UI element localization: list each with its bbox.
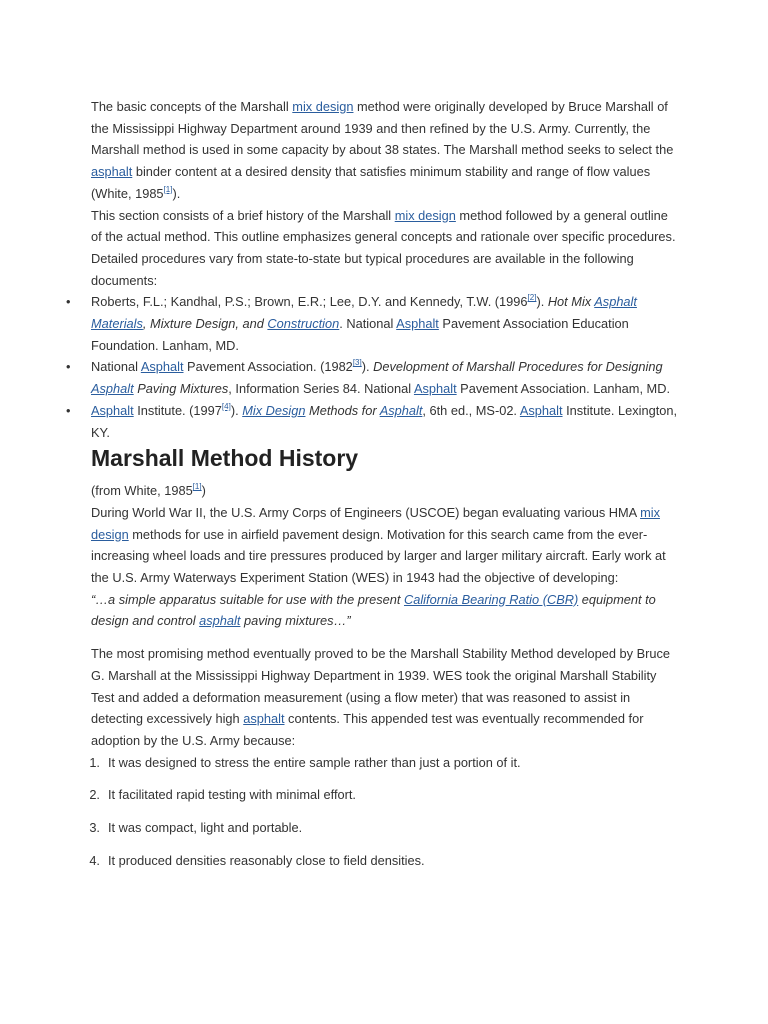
text-run: Institute. Lexington, KY. (91, 402, 678, 440)
text-run: ). (172, 185, 181, 201)
text-run: National (91, 359, 141, 375)
text-run: Pavement Association. Lanham, MD. (456, 381, 671, 397)
link-asphalt[interactable]: asphalt (199, 613, 241, 629)
footnote-ref-3[interactable]: [3] (352, 358, 362, 368)
text-run: , 6th ed., MS-02. (422, 402, 520, 418)
text-run: Pavement Association. (1982 (183, 359, 353, 375)
section-heading: Marshall Method History (91, 445, 359, 472)
text-run: This section consists of a brief history of the Marshall (91, 207, 395, 223)
link-asphalt[interactable]: Asphalt (413, 381, 457, 397)
list-item (91, 784, 681, 806)
list-number: 3. (89, 820, 100, 836)
block-quote (91, 589, 681, 632)
link-asphalt[interactable]: Asphalt (91, 402, 134, 418)
link-cbr[interactable]: California Bearing Ratio (CBR) (403, 591, 579, 607)
link-mix-design[interactable]: mix design (292, 99, 354, 114)
text-run: During World War II, the U.S. Army Corps of Engineers (USCOE) began evaluating various HMA (91, 504, 641, 520)
text-run: Development of Marshall Procedures for Designing (373, 359, 663, 375)
text-run: ) (201, 483, 206, 499)
link-materials[interactable]: Materials (91, 316, 143, 332)
text-run: . National (339, 316, 397, 332)
reference-list (91, 291, 681, 443)
link-asphalt[interactable]: Asphalt (140, 359, 184, 375)
text-run: Institute. (1997 (133, 402, 222, 418)
intro-paragraph (91, 96, 681, 205)
text-run: Hot Mix (547, 294, 595, 310)
text-run: equipment to design and control (91, 591, 656, 629)
text-run: The basic concepts of the Marshall (91, 99, 293, 114)
text-run: ). (230, 402, 243, 418)
text-run: Pavement Association Education Foundation. Lanham, MD. (91, 316, 629, 353)
section-paragraph (91, 205, 681, 292)
link-asphalt[interactable]: Asphalt (91, 381, 134, 397)
footnote-ref-1[interactable]: [1] (192, 482, 202, 492)
link-mix-design[interactable]: Mix Design (242, 402, 306, 418)
text-run: Paving Mixtures (133, 381, 229, 397)
footnote-ref-4[interactable]: [4] (221, 401, 231, 411)
text-run: , Mixture Design, and (142, 316, 268, 332)
list-item-text: It facilitated rapid testing with minimal effort. (108, 787, 356, 803)
text-run: “…a simple apparatus suitable for use with the present (91, 591, 404, 607)
link-construction[interactable]: Construction (267, 316, 340, 332)
list-item (91, 752, 681, 774)
history-paragraph (91, 502, 681, 589)
text-run: ). (361, 359, 374, 375)
link-asphalt[interactable]: asphalt (91, 164, 133, 180)
list-item-text: It was designed to stress the entire sample rather than just a portion of it. (108, 754, 521, 770)
link-asphalt[interactable]: asphalt (243, 711, 285, 727)
text-run: paving mixtures…” (240, 613, 351, 629)
text-run: Methods for (305, 402, 380, 418)
reasons-list (91, 752, 681, 872)
link-asphalt[interactable]: Asphalt (396, 316, 439, 332)
text-run: contents. This appended test was eventually recommended for adoption by the U.S. Army because: (91, 711, 644, 748)
link-asphalt[interactable]: Asphalt (594, 294, 637, 310)
article-body (91, 96, 681, 883)
source-note (91, 480, 681, 502)
link-asphalt[interactable]: Asphalt (379, 402, 423, 418)
text-run: , Information Series 84. National (228, 381, 414, 397)
list-item (91, 850, 681, 872)
list-item-text: It was compact, light and portable. (108, 820, 303, 836)
marshall-paragraph (91, 643, 681, 752)
list-item-text: It produced densities reasonably close to field densities. (108, 852, 425, 868)
text-run: ). (536, 294, 548, 310)
list-number: 4. (89, 852, 100, 868)
text-run: Roberts, F.L.; Kandhal, P.S.; Brown, E.R.; Lee, D.Y. and Kennedy, T.W. (1996 (91, 294, 528, 310)
text-run: binder content at a desired density that satisfies minimum stability and range of flow values (White, 1985 (91, 164, 651, 201)
footnote-ref-2[interactable]: [2] (527, 293, 537, 303)
reference-item-napa (91, 356, 681, 399)
text-run: method followed by a general outline of the actual method. This outline emphasizes general concepts and rationale over specific procedures. Detailed procedures vary from state-to-state but typical procedures are available in the following documents: (91, 207, 676, 288)
reference-item-roberts (91, 291, 681, 356)
link-asphalt[interactable]: Asphalt (519, 402, 563, 418)
reference-item-asphalt-institute (91, 400, 681, 443)
text-run: (from White, 1985 (91, 483, 193, 499)
list-number: 2. (89, 787, 100, 803)
footnote-ref-1[interactable]: [1] (163, 184, 173, 194)
text-run: method were originally developed by Bruce Marshall of the Mississippi Highway Department around 1939 and then refined by the U.S. Army. Currently, the Marshall method is used in some capacity by about 38 states. The Marshall method seeks to select the (91, 99, 674, 158)
link-mix-design[interactable]: mix design (91, 504, 660, 542)
list-item (91, 817, 681, 839)
text-run: The most promising method eventually proved to be the Marshall Stability Method developed by Bruce G. Marshall at the Mississippi Highway Department in 1939. WES took the original Marshall Stability Test and added a deformation measurement (using a flow meter) that was reasoned to assist in detecting excessively high (91, 646, 671, 727)
text-run: methods for use in airfield pavement design. Motivation for this search came from the ever-increasing wheel loads and tire pressures produced by larger and larger military aircraft. Early work at the U.S. Army Waterways Experiment Station (WES) in 1943 had the objective of developing: (91, 526, 666, 586)
list-number: 1. (89, 754, 100, 770)
link-mix-design[interactable]: mix design (394, 207, 456, 223)
